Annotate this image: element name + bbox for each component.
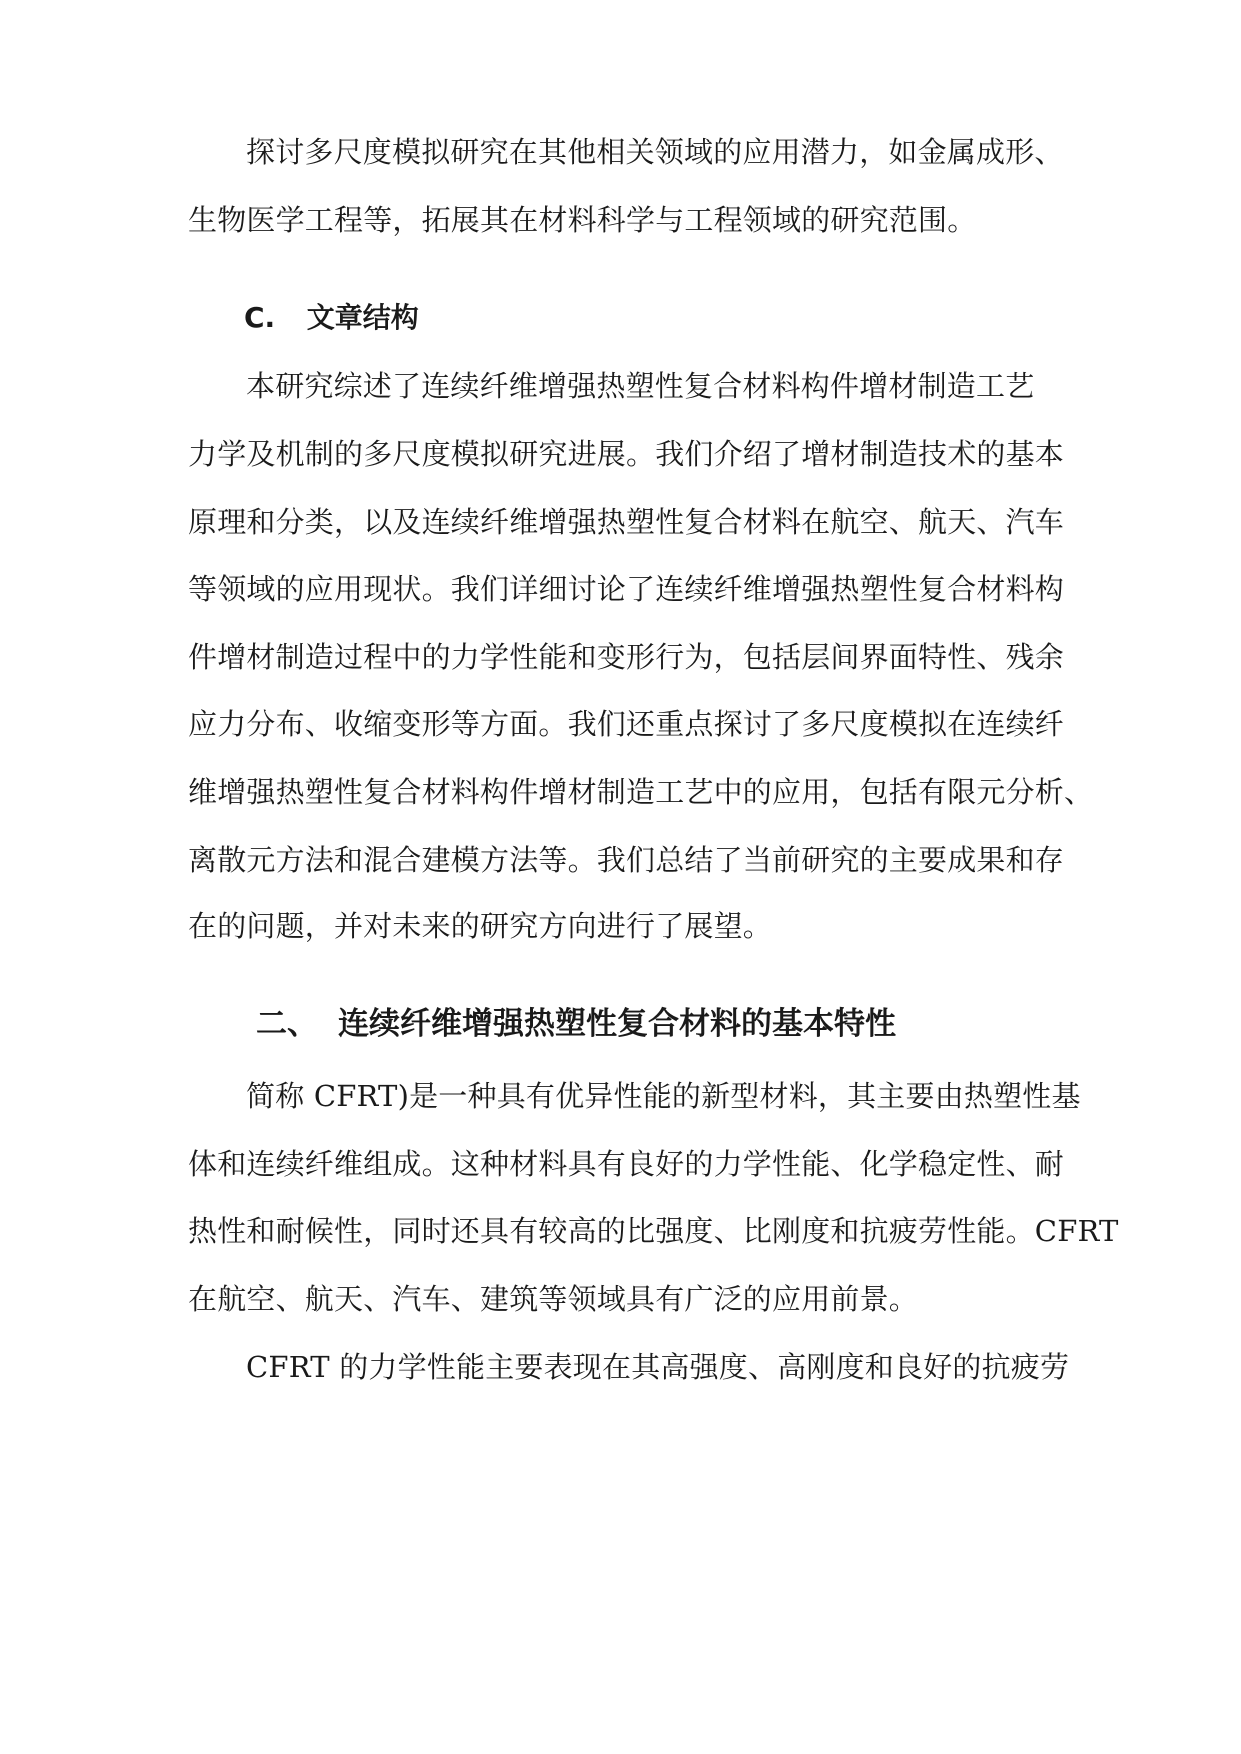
paragraph-1-line-1: 探讨多尺度模拟研究在其他相关领域的应用潜力，如金属成形、 [246, 135, 1064, 169]
section-2-title: 连续纤维增强热塑性复合材料的基本特性 [338, 1006, 896, 1042]
paragraph-2-line-6: 应力分布、收缩变形等方面。我们还重点探讨了多尺度模拟在连续纤 [188, 707, 1065, 741]
paragraph-3-line-4: 在航空、航天、汽车、建筑等领域具有广泛的应用前景。 [188, 1282, 919, 1316]
section-c-heading [244, 298, 419, 338]
paragraph-2-line-4: 等领域的应用现状。我们详细讨论了连续纤维增强热塑性复合材料构 [188, 572, 1065, 606]
paragraph-1-line-2: 生物医学工程等，拓展其在材料科学与工程领域的研究范围。 [188, 203, 977, 237]
section-2-heading [256, 1002, 896, 1046]
paragraph-2-line-5: 件增材制造过程中的力学性能和变形行为，包括层间界面特性、残余 [188, 640, 1065, 674]
paragraph-2-line-1: 本研究综述了连续纤维增强热塑性复合材料构件增材制造工艺 [246, 369, 1035, 403]
paragraph-3-line-2: 体和连续纤维组成。这种材料具有良好的力学性能、化学稳定性、耐 [188, 1147, 1065, 1181]
paragraph-2-line-2: 力学及机制的多尺度模拟研究进展。我们介绍了增材制造技术的基本 [188, 437, 1065, 471]
paragraph-2-line-8: 离散元方法和混合建模方法等。我们总结了当前研究的主要成果和存 [188, 843, 1065, 877]
paragraph-2-line-3: 原理和分类，以及连续纤维增强热塑性复合材料在航空、航天、汽车 [188, 505, 1065, 539]
section-c-number: C. [244, 301, 276, 334]
paragraph-3-line-1: 简称 CFRT)是一种具有优异性能的新型材料，其主要由热塑性基 [246, 1079, 1081, 1113]
paragraph-4-line-1: CFRT 的力学性能主要表现在其高强度、高刚度和良好的抗疲劳 [246, 1350, 1070, 1384]
paragraph-2-line-7: 维增强热塑性复合材料构件增材制造工艺中的应用，包括有限元分析、 [188, 775, 1094, 809]
paragraph-3-line-3: 热性和耐候性，同时还具有较高的比强度、比刚度和抗疲劳性能。CFRT [188, 1214, 1119, 1248]
section-c-title: 文章结构 [306, 301, 419, 334]
section-2-number: 二、 [256, 1006, 318, 1042]
paragraph-2-line-9: 在的问题，并对未来的研究方向进行了展望。 [188, 909, 773, 943]
